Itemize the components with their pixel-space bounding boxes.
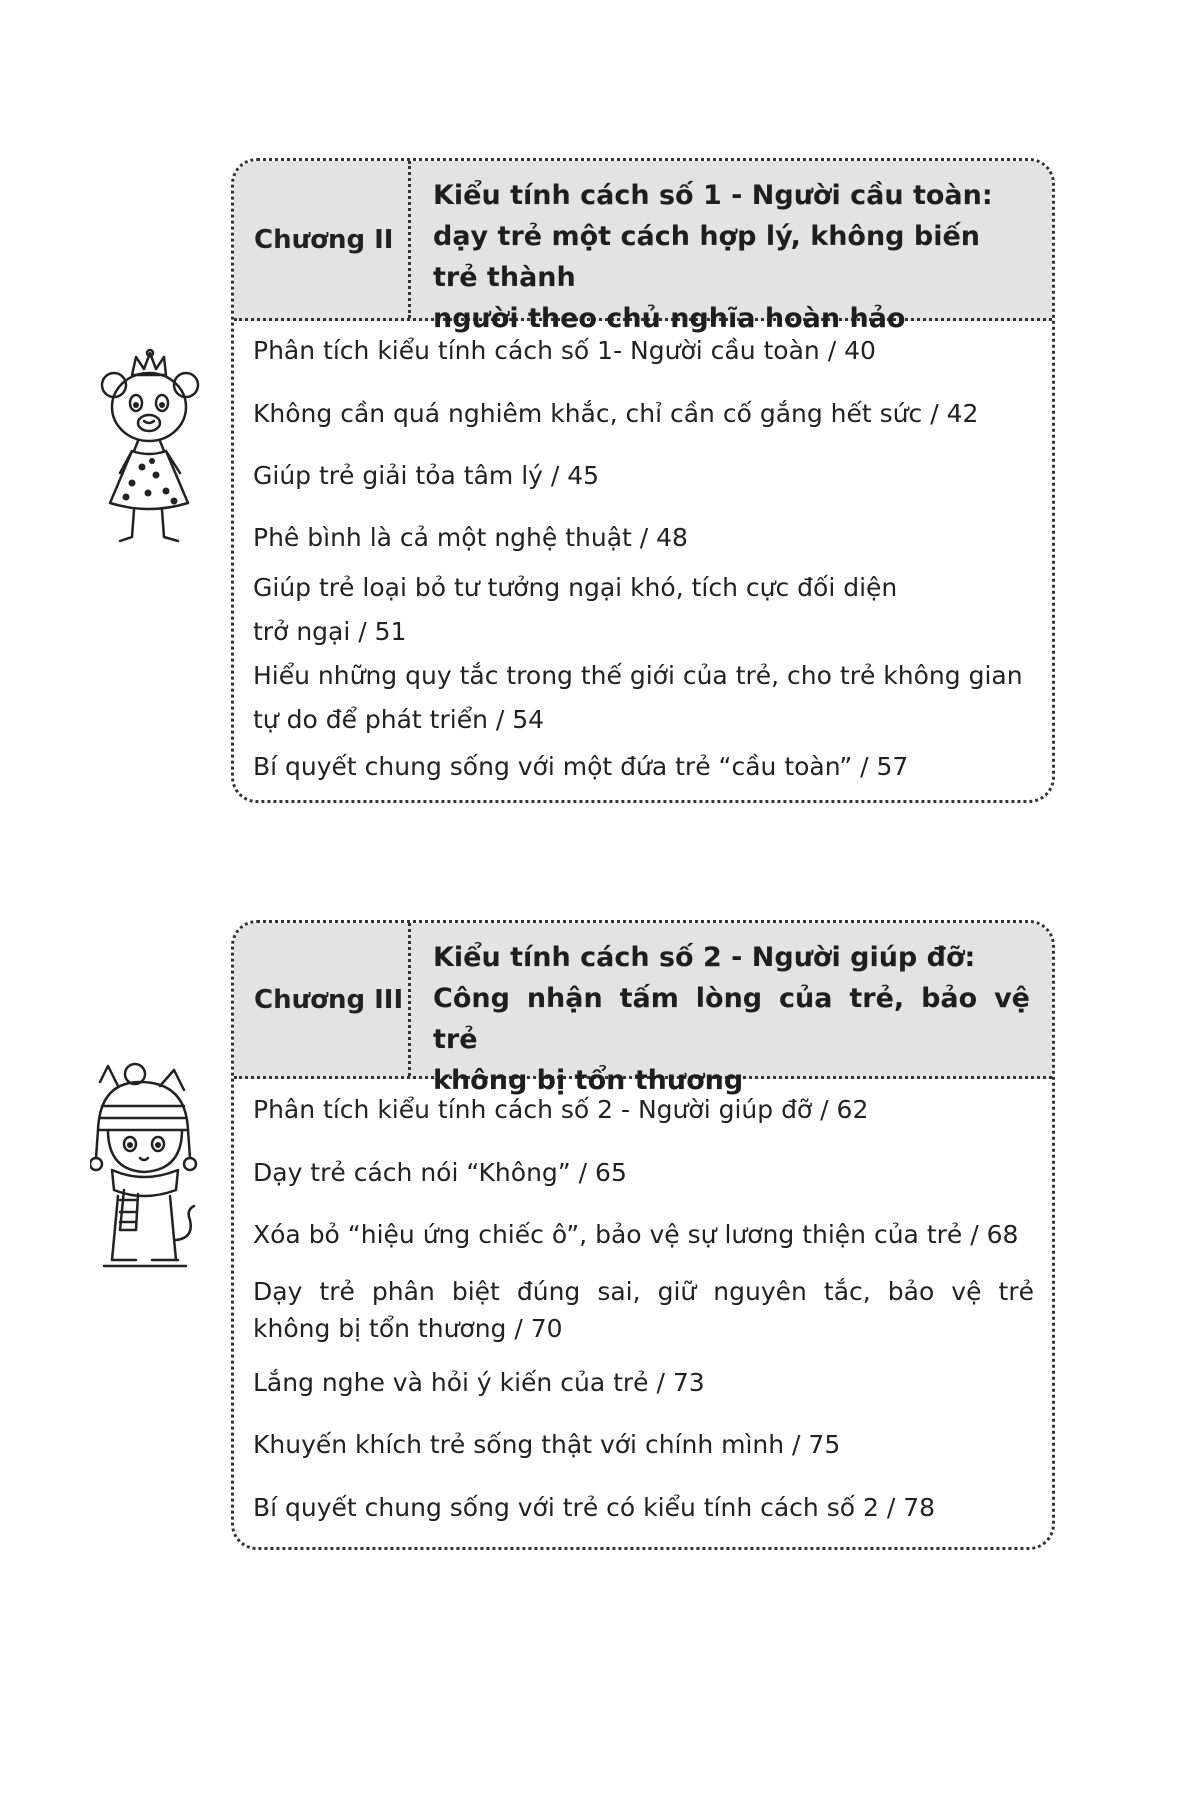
- toc-entry[interactable]: [253, 1486, 1034, 1530]
- toc-entry-text: Xóa bỏ “hiệu ứng chiếc ô”, bảo vệ sự lương thiện của trẻ / 68: [253, 1220, 1019, 1249]
- toc-entry[interactable]: [253, 1088, 1034, 1132]
- bear-with-crown-illustration: [92, 345, 202, 545]
- chapter-3-box: [231, 920, 1055, 1550]
- toc-entry-text: Giúp trẻ giải tỏa tâm lý / 45: [253, 461, 600, 490]
- toc-entry[interactable]: [253, 566, 1034, 654]
- chapter-2-box: [231, 158, 1055, 803]
- toc-entry-text: Hiểu những quy tắc trong thế giới của trẻ, cho trẻ không gian: [253, 661, 1023, 690]
- toc-entry[interactable]: [253, 1213, 1034, 1257]
- toc-entry-text: trở ngại / 51: [253, 617, 407, 646]
- toc-entry-text: Lắng nghe và hỏi ý kiến của trẻ / 73: [253, 1368, 705, 1397]
- toc-entry-text: không bị tổn thương / 70: [253, 1314, 563, 1343]
- toc-entry[interactable]: [253, 745, 1034, 789]
- toc-entry-text: Khuyến khích trẻ sống thật với chính mình / 75: [253, 1430, 841, 1459]
- toc-entry[interactable]: [253, 392, 1034, 436]
- cat-with-hat-illustration: [90, 1060, 200, 1275]
- chapter-title-line: dạy trẻ một cách hợp lý, không biến trẻ thành: [433, 221, 981, 293]
- toc-entry-text: Bí quyết chung sống với trẻ có kiểu tính cách số 2 / 78: [253, 1493, 936, 1522]
- chapter-label: Chương II: [234, 161, 411, 318]
- toc-entry[interactable]: [253, 1151, 1034, 1195]
- chapter-label: Chương III: [234, 923, 411, 1076]
- chapter-title-line: không bị tổn thương: [433, 1065, 744, 1096]
- toc-entry[interactable]: [253, 654, 1034, 742]
- toc-entry-text: Phân tích kiểu tính cách số 1- Người cầu toàn / 40: [253, 336, 876, 365]
- toc-entry-text: Bí quyết chung sống với một đứa trẻ “cầu toàn” / 57: [253, 752, 909, 781]
- toc-entry[interactable]: [253, 1361, 1034, 1405]
- chapter-title-line: Kiểu tính cách số 1 - Người cầu toàn:: [433, 180, 993, 211]
- toc-entry-text: Không cần quá nghiêm khắc, chỉ cần cố gắng hết sức / 42: [253, 399, 979, 428]
- toc-entry-text: Dạy trẻ cách nói “Không” / 65: [253, 1158, 627, 1187]
- chapter-title-line: người theo chủ nghĩa hoàn hảo: [433, 303, 906, 334]
- toc-entry-text: Phân tích kiểu tính cách số 2 - Người giúp đỡ / 62: [253, 1095, 869, 1124]
- toc-entry[interactable]: [253, 1423, 1034, 1467]
- chapter-title-line: Công nhận tấm lòng của trẻ, bảo vệ trẻ: [433, 983, 1030, 1055]
- toc-entry-text: Giúp trẻ loại bỏ tư tưởng ngại khó, tích cực đối diện: [253, 573, 898, 602]
- toc-entry[interactable]: [253, 454, 1034, 498]
- chapter-3-header: [234, 923, 1052, 1096]
- toc-entry-text: Phê bình là cả một nghệ thuật / 48: [253, 523, 688, 552]
- toc-entry-text: Dạy trẻ phân biệt đúng sai, giữ nguyên tắc, bảo vệ trẻ: [253, 1277, 1034, 1306]
- chapter-2-header: [234, 161, 1052, 334]
- chapter-title-line: Kiểu tính cách số 2 - Người giúp đỡ:: [433, 942, 976, 973]
- chapter-title: [411, 161, 1052, 334]
- chapter-title: [411, 923, 1052, 1096]
- toc-entry[interactable]: [253, 1273, 1034, 1347]
- toc-entry-text: tự do để phát triển / 54: [253, 705, 545, 734]
- toc-entry[interactable]: [253, 516, 1034, 560]
- toc-entry[interactable]: [253, 329, 1034, 373]
